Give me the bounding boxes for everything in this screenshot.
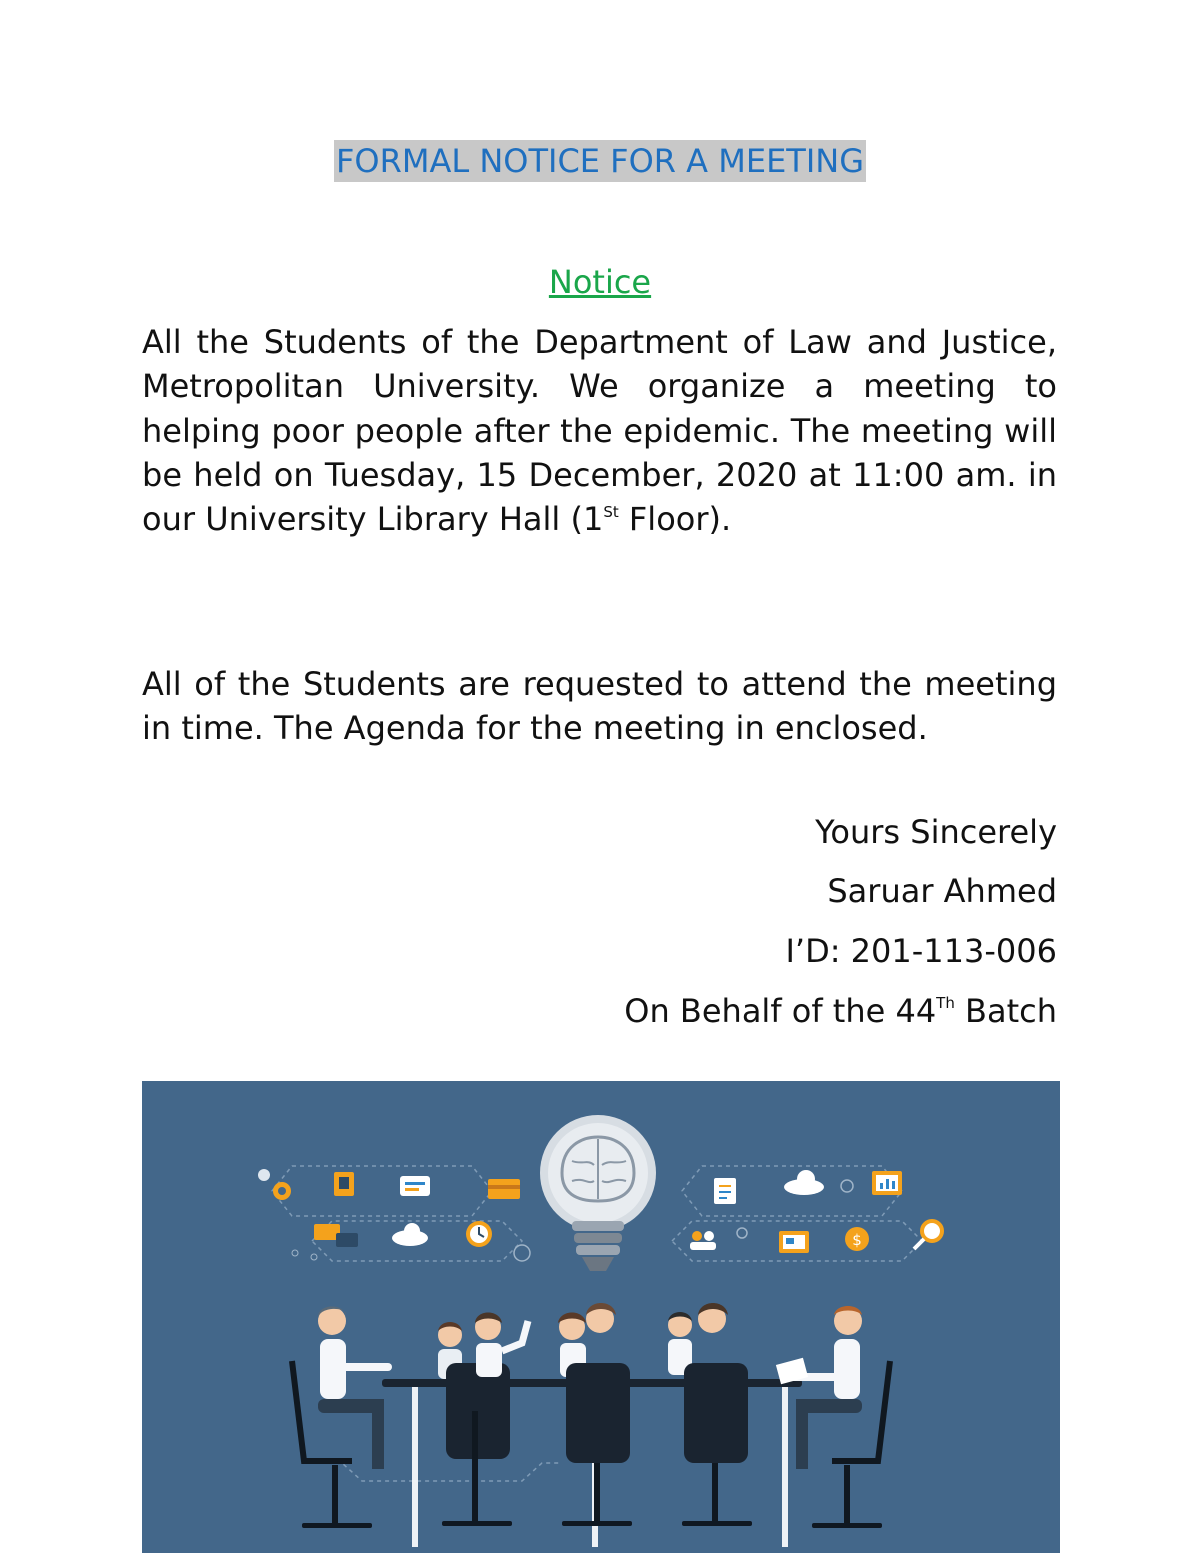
document-icon	[714, 1178, 736, 1204]
card-icon	[400, 1176, 430, 1196]
chat-icon	[314, 1224, 358, 1247]
behalf-superscript: Th	[936, 994, 955, 1013]
svg-text:$: $	[852, 1231, 862, 1249]
magnifier-icon	[914, 1221, 942, 1249]
signature-behalf	[624, 991, 1057, 1031]
signature-closing: Yours Sincerely	[815, 813, 1057, 851]
person-right	[776, 1306, 890, 1525]
meeting-illustration	[142, 1081, 1060, 1553]
document-title: FORMAL NOTICE FOR A MEETING	[336, 142, 864, 180]
signature-id: I’D: 201-113-006	[785, 932, 1057, 970]
notice-paragraph-2: All of the Students are requested to attend the meeting in time. The Agenda for the meeting in enclosed.	[142, 665, 1057, 748]
title-wrapper	[0, 140, 1200, 182]
cloud-icon	[392, 1223, 428, 1246]
person-middle-left	[438, 1313, 528, 1522]
wallet-icon	[488, 1179, 520, 1199]
clock-icon	[466, 1221, 492, 1247]
dollar-icon	[845, 1227, 869, 1251]
paragraph-1-text: All the Students of the Department of Law and Justice, Metropolitan University. We organize a meeting to helping poor people after the epidemic. The meeting will be held on Tuesday, 15 December, 2020 at 11:00 am. in our University Library Hall (1	[142, 323, 1057, 539]
person-left	[292, 1307, 392, 1526]
cloud-icon	[784, 1170, 824, 1195]
person-middle	[558, 1303, 630, 1523]
gear-icon	[258, 1169, 291, 1200]
lightbulb-brain-icon	[540, 1115, 656, 1271]
notice-heading: Notice	[548, 263, 652, 301]
signature-name: Saruar Ahmed	[827, 872, 1057, 910]
clipboard-icon	[334, 1172, 354, 1196]
chart-icon	[872, 1171, 902, 1195]
ordinal-superscript: St	[603, 502, 619, 521]
users-icon	[690, 1231, 716, 1250]
behalf-prefix: On Behalf of the 44	[624, 992, 937, 1030]
notice-paragraph-1	[142, 320, 1057, 541]
paragraph-1-tail: Floor).	[618, 500, 732, 539]
person-middle-right	[668, 1303, 748, 1523]
behalf-suffix: Batch	[954, 992, 1057, 1030]
newspaper-icon	[779, 1231, 809, 1253]
